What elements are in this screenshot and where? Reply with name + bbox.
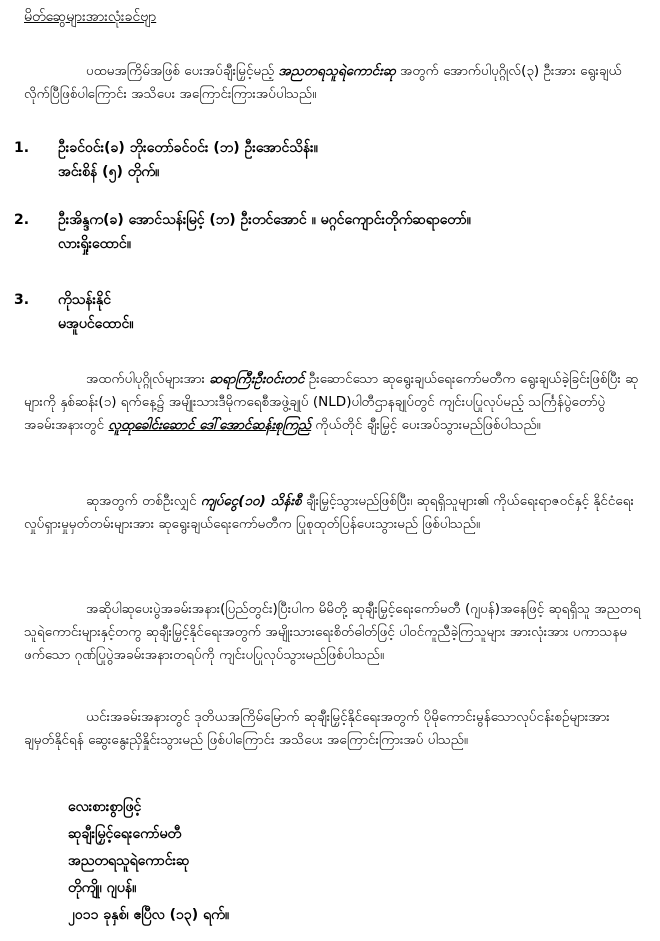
signature-award: အညတရသူရဲကောင်းဆု (68, 853, 190, 869)
leader-name: လူထုခေါင်းဆောင် ဒေါ်အောင်ဆန်းစုကြည် (108, 417, 312, 433)
signature-closing: လေးစားစွာဖြင့် (68, 799, 142, 815)
committee-chair-name: ဆရာကြီးဦးဝင်းတင် (209, 371, 305, 387)
nominee-3 (14, 288, 642, 336)
selection-text-c: ကိုယ်တိုင် ချီးမြှင့် ပေးအပ်သွားမည်ဖြစ်ပါသည်။ (311, 417, 541, 433)
nominee-2 (14, 208, 642, 256)
nominee-location: လားရှိုးထောင်။ (58, 236, 131, 252)
signature-place: တိုကျို၊ ဂျပန်။ (68, 880, 137, 896)
next-award-paragraph: ယင်းအခမ်းအနားတွင် ဒုတိယအကြိမ်မြောက် ဆုချီးမြှင့်နိုင်ရေးအတွက် ပိုမိုကောင်းမွန်သောလုပ်ငန်းစဉ်များအား ချမှတ်နိုင်ရန် ဆွေးနွေးညှိနှိုင်းသွားမည် ဖြစ်ပါကြောင်း အသိပေး အကြောင်းကြားအပ် ပါသည်။ (24, 709, 610, 748)
award-name: အညတရသူရဲကောင်းဆု (278, 63, 396, 79)
nominee-1 (14, 136, 642, 184)
ceremony-paragraph: အဆိုပါဆုပေးပွဲအခမ်းအနား(ပြည်တွင်း)ပြီးပါက မိမိတို့ ဆုချီးမြှင့်ရေးကော်မတီ (ဂျပန်)အနေဖြင့် ဆုရရှိသူ အညတရသူရဲကောင်းများနှင့်တကွ ဆုချီးမြှင့်နိုင်ရေးအတွက် အမျိုးသားရေးစိတ်ဓါတ်ဖြင့် ပါဝင်ကူညီခဲ့ကြသူများ အားလုံးအား ပကာသနမဖက်သော ဂုဏ်ပြုပွဲအခမ်းအနားတရပ်ကို ကျင်းပပြုလုပ်သွားမည်ဖြစ်ပါသည်။ (24, 601, 641, 663)
selection-text-b: ဦးဆောင်သော ဆုရွေးချယ်ရေးကော်မတီက ရွေးချယ်ခဲ့ခြင်းဖြစ်ပြီး ဆုများကို နှစ်ဆန်း(၁) ရက်နေ့၌ အမျိုးသားဒီမိုကရေစီအဖွဲ့ချုပ် (NLD)ပါတီဌာနချုပ်တွင် ကျင်းပပြုလုပ်မည့် သင်္ကြန်ပွဲတော်ပွဲအခမ်းအနားတွင် (24, 371, 639, 433)
prize-paragraph (24, 490, 642, 536)
signature-block (68, 794, 229, 929)
selection-text-a: အထက်ပါပုဂ္ဂိုလ်များအား (86, 371, 210, 387)
nominee-name: ဦးအိန္ဒက(ခ) အောင်သန်းမြင့် (ဘ) ဦးတင်အောင် ။ မဂ္ဂင်ကျောင်းတိုက်ဆရာတော်။ (58, 212, 471, 228)
intro-text-a: ပထမအကြိမ်အဖြစ် ပေးအပ်ချီးမြှင့်မည့် (86, 63, 279, 79)
signature-committee: ဆုချီးမြှင့်ရေးကော်မတီ (68, 826, 182, 842)
nominee-number: 2. (14, 212, 30, 228)
prize-text-b: ချီးမြှင့်သွားမည်ဖြစ်ပြီး၊ ဆုရရှိသူများ၏ ကိုယ်ရေးရာဇဝင်နှင့် နိုင်ငံရေးလှုပ်ရှားမှုမှတ်တမ်းများအား ဆုရွေးချယ်ရေးကော်မတီက ပြုစုထုတ်ပြန်ပေးသွားမည် ဖြစ်ပါသည်။ (24, 493, 634, 532)
nominee-number: 1. (14, 140, 30, 156)
intro-paragraph (24, 60, 642, 106)
prize-amount: ကျပ်ငွေ(၁၀) သိန်းစီ (200, 493, 302, 509)
nominee-number: 3. (14, 292, 30, 308)
nominee-location: အင်းစိန် (၅) တိုက်။ (58, 164, 160, 180)
prize-text-a: ဆုအတွက် တစ်ဦးလျှင် (86, 493, 201, 509)
nominee-name: ဦးခင်ဝင်း(ခ) ဘိုးတော်ခင်ဝင်း (ဘ) ဦးအောင်သိန်း။ (58, 140, 318, 156)
salutation-heading: မိတ်ဆွေများအားလုံးခင်ဗျာ (24, 9, 157, 25)
signature-date: ၂၀၁၁ ခုနှစ်၊ ဧပြီလ (၁၃) ရက်။ (68, 907, 230, 923)
selection-paragraph (24, 368, 642, 437)
nominee-location: မအူပင်ထောင်။ (58, 316, 134, 332)
nominee-name: ကိုသန်းနိုင် (58, 292, 112, 308)
intro-text-b: အတွက် အောက်ပါပုဂ္ဂိုလ်(၃) ဦးအား ရွေးချယ်လိုက်ပြီဖြစ်ပါကြောင်း အသိပေး အကြောင်းကြားအပ်ပါသည်။ (24, 63, 622, 102)
